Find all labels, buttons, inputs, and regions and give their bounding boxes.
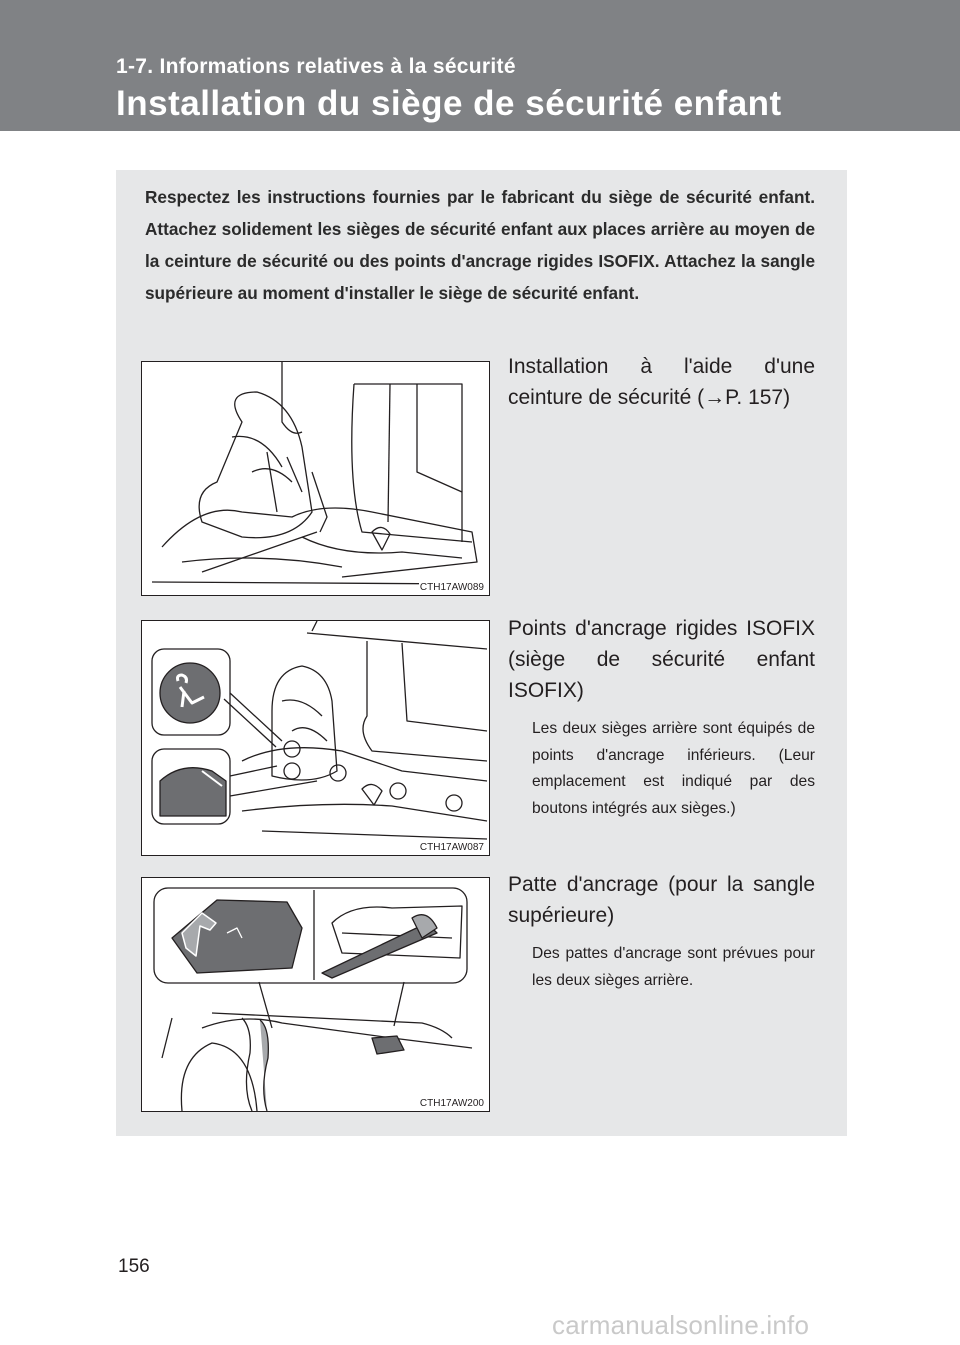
- figure-code: CTH17AW200: [419, 1098, 484, 1109]
- figure-isofix-anchors: [141, 620, 490, 856]
- top-tether-illustration: [142, 878, 489, 1111]
- figure-code: CTH17AW089: [419, 582, 484, 593]
- figure-code: CTH17AW087: [419, 842, 484, 853]
- item-description-isofix: Les deux sièges arrière sont équipés de points d'ancrage inférieurs. (Leur emplacement est indiqué par des boutons intégrés aux sièges.): [532, 720, 815, 817]
- item-description-top-tether: Des pattes d'ancrage sont prévues pour les deux sièges arrière.: [532, 945, 815, 989]
- item-title-top-tether: Patte d'ancrage (pour la sangle supérieure): [508, 873, 815, 927]
- figure-seatbelt-installation: [141, 361, 490, 596]
- item-title-isofix: Points d'ancrage rigides ISOFIX (siège de sécurité enfant ISOFIX): [508, 617, 815, 702]
- child-seat-belt-illustration: [142, 362, 489, 595]
- page-number: 156: [118, 1256, 150, 1277]
- isofix-illustration: [142, 621, 489, 855]
- intro-paragraph: Respectez les instructions fournies par le fabricant du siège de sécurité enfant. Attachez solidement les sièges de sécurité enfant aux places arrière au moyen de la ceinture de sécurité ou des points d'ancrage rigides ISOFIX. Attachez la sangle supérieure au moment d'installer le siège de sécurité enfant.: [145, 187, 815, 303]
- item-title-seatbelt: Installation à l'aide d'une ceinture de sécurité (→P. 157): [508, 355, 815, 409]
- watermark-text: carmanualsonline.info: [552, 1310, 810, 1340]
- figure-top-tether-anchor: [141, 877, 490, 1112]
- page-title: Installation du siège de sécurité enfant: [116, 84, 782, 123]
- section-label: 1-7. Informations relatives à la sécurité: [116, 55, 516, 78]
- page-header: [0, 0, 960, 131]
